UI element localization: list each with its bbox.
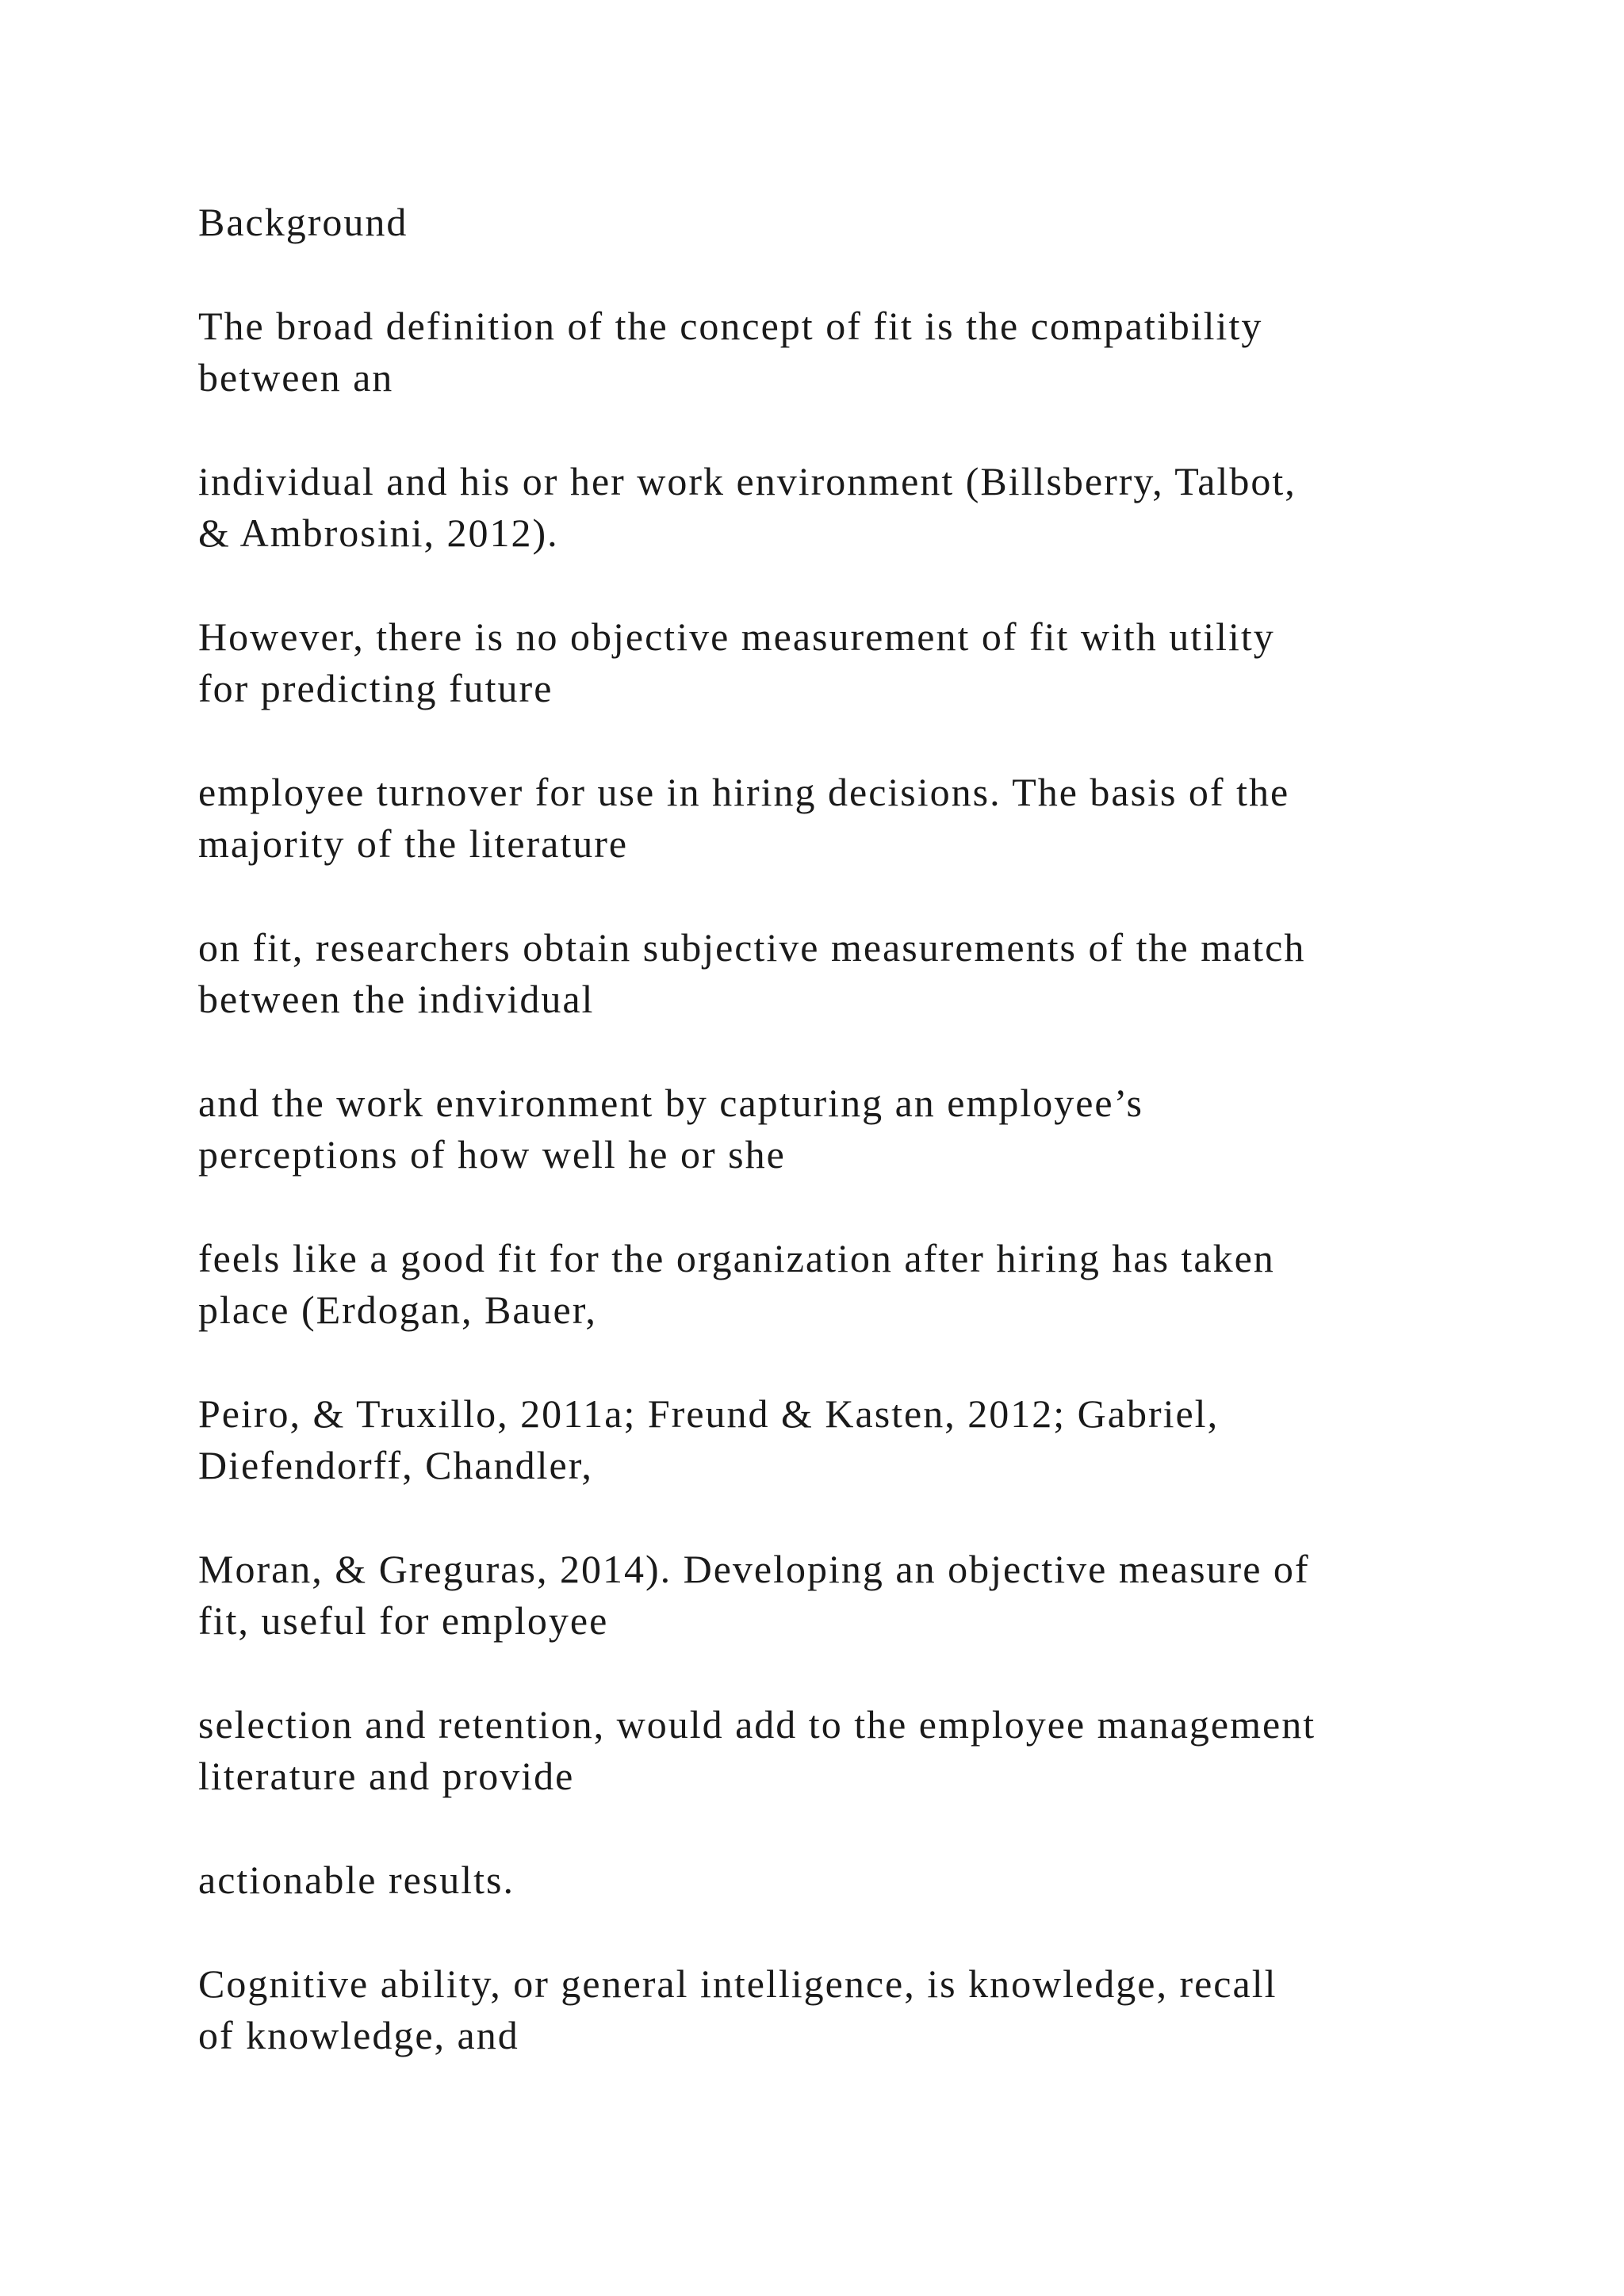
paragraph-line: actionable results. [198, 1858, 515, 1902]
paragraph-line: majority of the literature [198, 821, 629, 866]
document-body [198, 197, 1435, 2114]
paragraph [198, 1699, 1435, 1802]
paragraph [198, 1854, 1435, 1906]
paragraph-heading-background [198, 197, 1435, 248]
paragraph-line: and the work environment by capturing an employee’s [198, 1081, 1143, 1125]
paragraph-line: individual and his or her work environment (Billsberry, Talbot, [198, 459, 1297, 503]
paragraph-line: Peiro, & Truxillo, 2011a; Freund & Kasten, 2012; Gabriel, [198, 1391, 1220, 1436]
paragraph-line: literature and provide [198, 1754, 575, 1798]
paragraph [198, 1388, 1435, 1491]
paragraph [198, 922, 1435, 1025]
paragraph [198, 456, 1435, 559]
paragraph [198, 767, 1435, 870]
paragraph-line: between an [198, 355, 394, 400]
paragraph-line: selection and retention, would add to the employee management [198, 1702, 1316, 1747]
paragraph-line: Background [198, 200, 408, 244]
paragraph [198, 1077, 1435, 1181]
paragraph-line: for predicting future [198, 666, 553, 710]
paragraph-line: Moran, & Greguras, 2014). Developing an objective measure of [198, 1547, 1310, 1591]
paragraph-line: between the individual [198, 977, 595, 1021]
paragraph-line: perceptions of how well he or she [198, 1132, 786, 1177]
paragraph-line: place (Erdogan, Bauer, [198, 1288, 597, 1332]
paragraph-line: & Ambrosini, 2012). [198, 511, 559, 555]
paragraph-line: feels like a good fit for the organization after hiring has taken [198, 1236, 1275, 1280]
paragraph-line: fit, useful for employee [198, 1598, 609, 1643]
paragraph [198, 1958, 1435, 2061]
paragraph [198, 1233, 1435, 1336]
paragraph [198, 300, 1435, 404]
paragraph [198, 611, 1435, 714]
paragraph-line: employee turnover for use in hiring decisions. The basis of the [198, 770, 1290, 814]
paragraph-line: The broad definition of the concept of fit is the compatibility [198, 304, 1263, 348]
paragraph-line: on fit, researchers obtain subjective measurements of the match [198, 925, 1306, 970]
paragraph-line: of knowledge, and [198, 2013, 519, 2057]
paragraph-line: Cognitive ability, or general intelligence, is knowledge, recall [198, 1961, 1277, 2006]
paragraph [198, 1544, 1435, 1647]
paragraph-line: Diefendorff, Chandler, [198, 1443, 593, 1487]
paragraph-line: However, there is no objective measurement of fit with utility [198, 614, 1275, 659]
